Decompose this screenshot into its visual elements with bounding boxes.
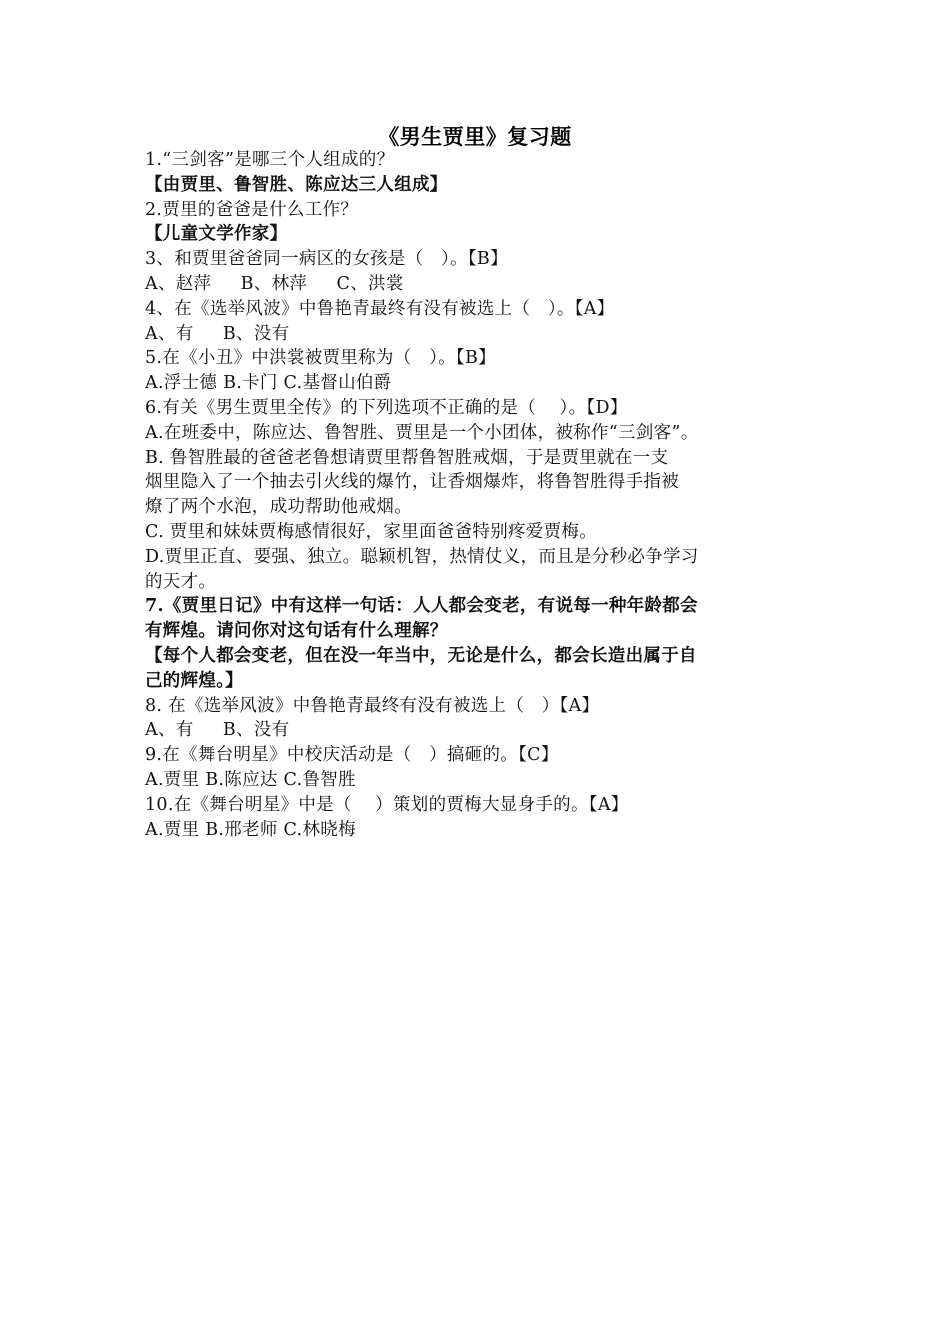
text-line: 【儿童文学作家】 [145, 224, 288, 245]
text-line: 烟里隐入了一个抽去引火线的爆竹，让香烟爆炸，将鲁智胜得手指被 [145, 472, 679, 493]
text-line: 己的辉煌。】 [145, 670, 244, 691]
text-line: 6.有关《男生贾里全传》的下列选项不正确的是（ ）。【D】 [145, 397, 628, 418]
text-line: 10.在《舞台明星》中是（ ）策划的贾梅大显身手的。【A】 [145, 794, 629, 815]
text-line: B. 鲁智胜最的爸爸老鲁想请贾里帮鲁智胜戒烟，于是贾里就在一支 [145, 447, 669, 468]
text-line: 2.贾里的爸爸是什么工作？ [145, 199, 359, 220]
text-line: 有辉煌。请问你对这句话有什么理解？ [145, 621, 448, 642]
text-line: 4、在《选举风波》中鲁艳青最终有没有被选上（ ）。【A】 [145, 298, 615, 319]
text-line: C. 贾里和妹妹贾梅感情很好，家里面爸爸特别疼爱贾梅。 [145, 521, 597, 542]
text-line: 燎了两个水泡，成功帮助他戒烟。 [145, 497, 412, 518]
text-line: A.贾里 B.邢老师 C.林晓梅 [145, 819, 356, 840]
text-line: A.浮士德 B.卡门 C.基督山伯爵 [145, 373, 392, 394]
text-line: A、有 B、没有 [145, 720, 290, 741]
text-line: 8. 在《选举风波》中鲁艳青最终有没有被选上（ ）【A】 [145, 695, 600, 716]
document-title: 《男生贾里》复习题 [378, 124, 572, 149]
text-line: A.在班委中，陈应达、鲁智胜、贾里是一个小团体，被称作“三剑客”。 [145, 422, 699, 443]
text-line: D.贾里正直、要强、独立。聪颖机智，热情仗义，而且是分秒必争学习 [145, 546, 699, 567]
text-line: 的天才。 [145, 571, 217, 592]
text-line: 1.“三剑客”是哪三个人组成的？ [145, 150, 395, 170]
text-line: 7.《贾里日记》中有这样一句话：人人都会变老，有说每一种年龄都会 [145, 596, 698, 617]
text-line: 【每个人都会变老，但在没一年当中，无论是什么，都会长造出属于自 [145, 645, 697, 666]
text-line: 【由贾里、鲁智胜、陈应达三人组成】 [145, 174, 448, 195]
text-line: 3、和贾里爸爸同一病区的女孩是（ ）。【B】 [145, 249, 508, 270]
text-line: A、赵萍 B、林萍 C、洪裳 [145, 273, 404, 294]
text-line: 5.在《小丑》中洪裳被贾里称为（ ）。【B】 [145, 348, 496, 369]
text-line: A、有 B、没有 [145, 323, 290, 344]
text-line: 9.在《舞台明星》中校庆活动是（ ）搞砸的。【C】 [145, 745, 559, 766]
text-line: A.贾里 B.陈应达 C.鲁智胜 [145, 769, 356, 790]
document-body [145, 148, 825, 842]
